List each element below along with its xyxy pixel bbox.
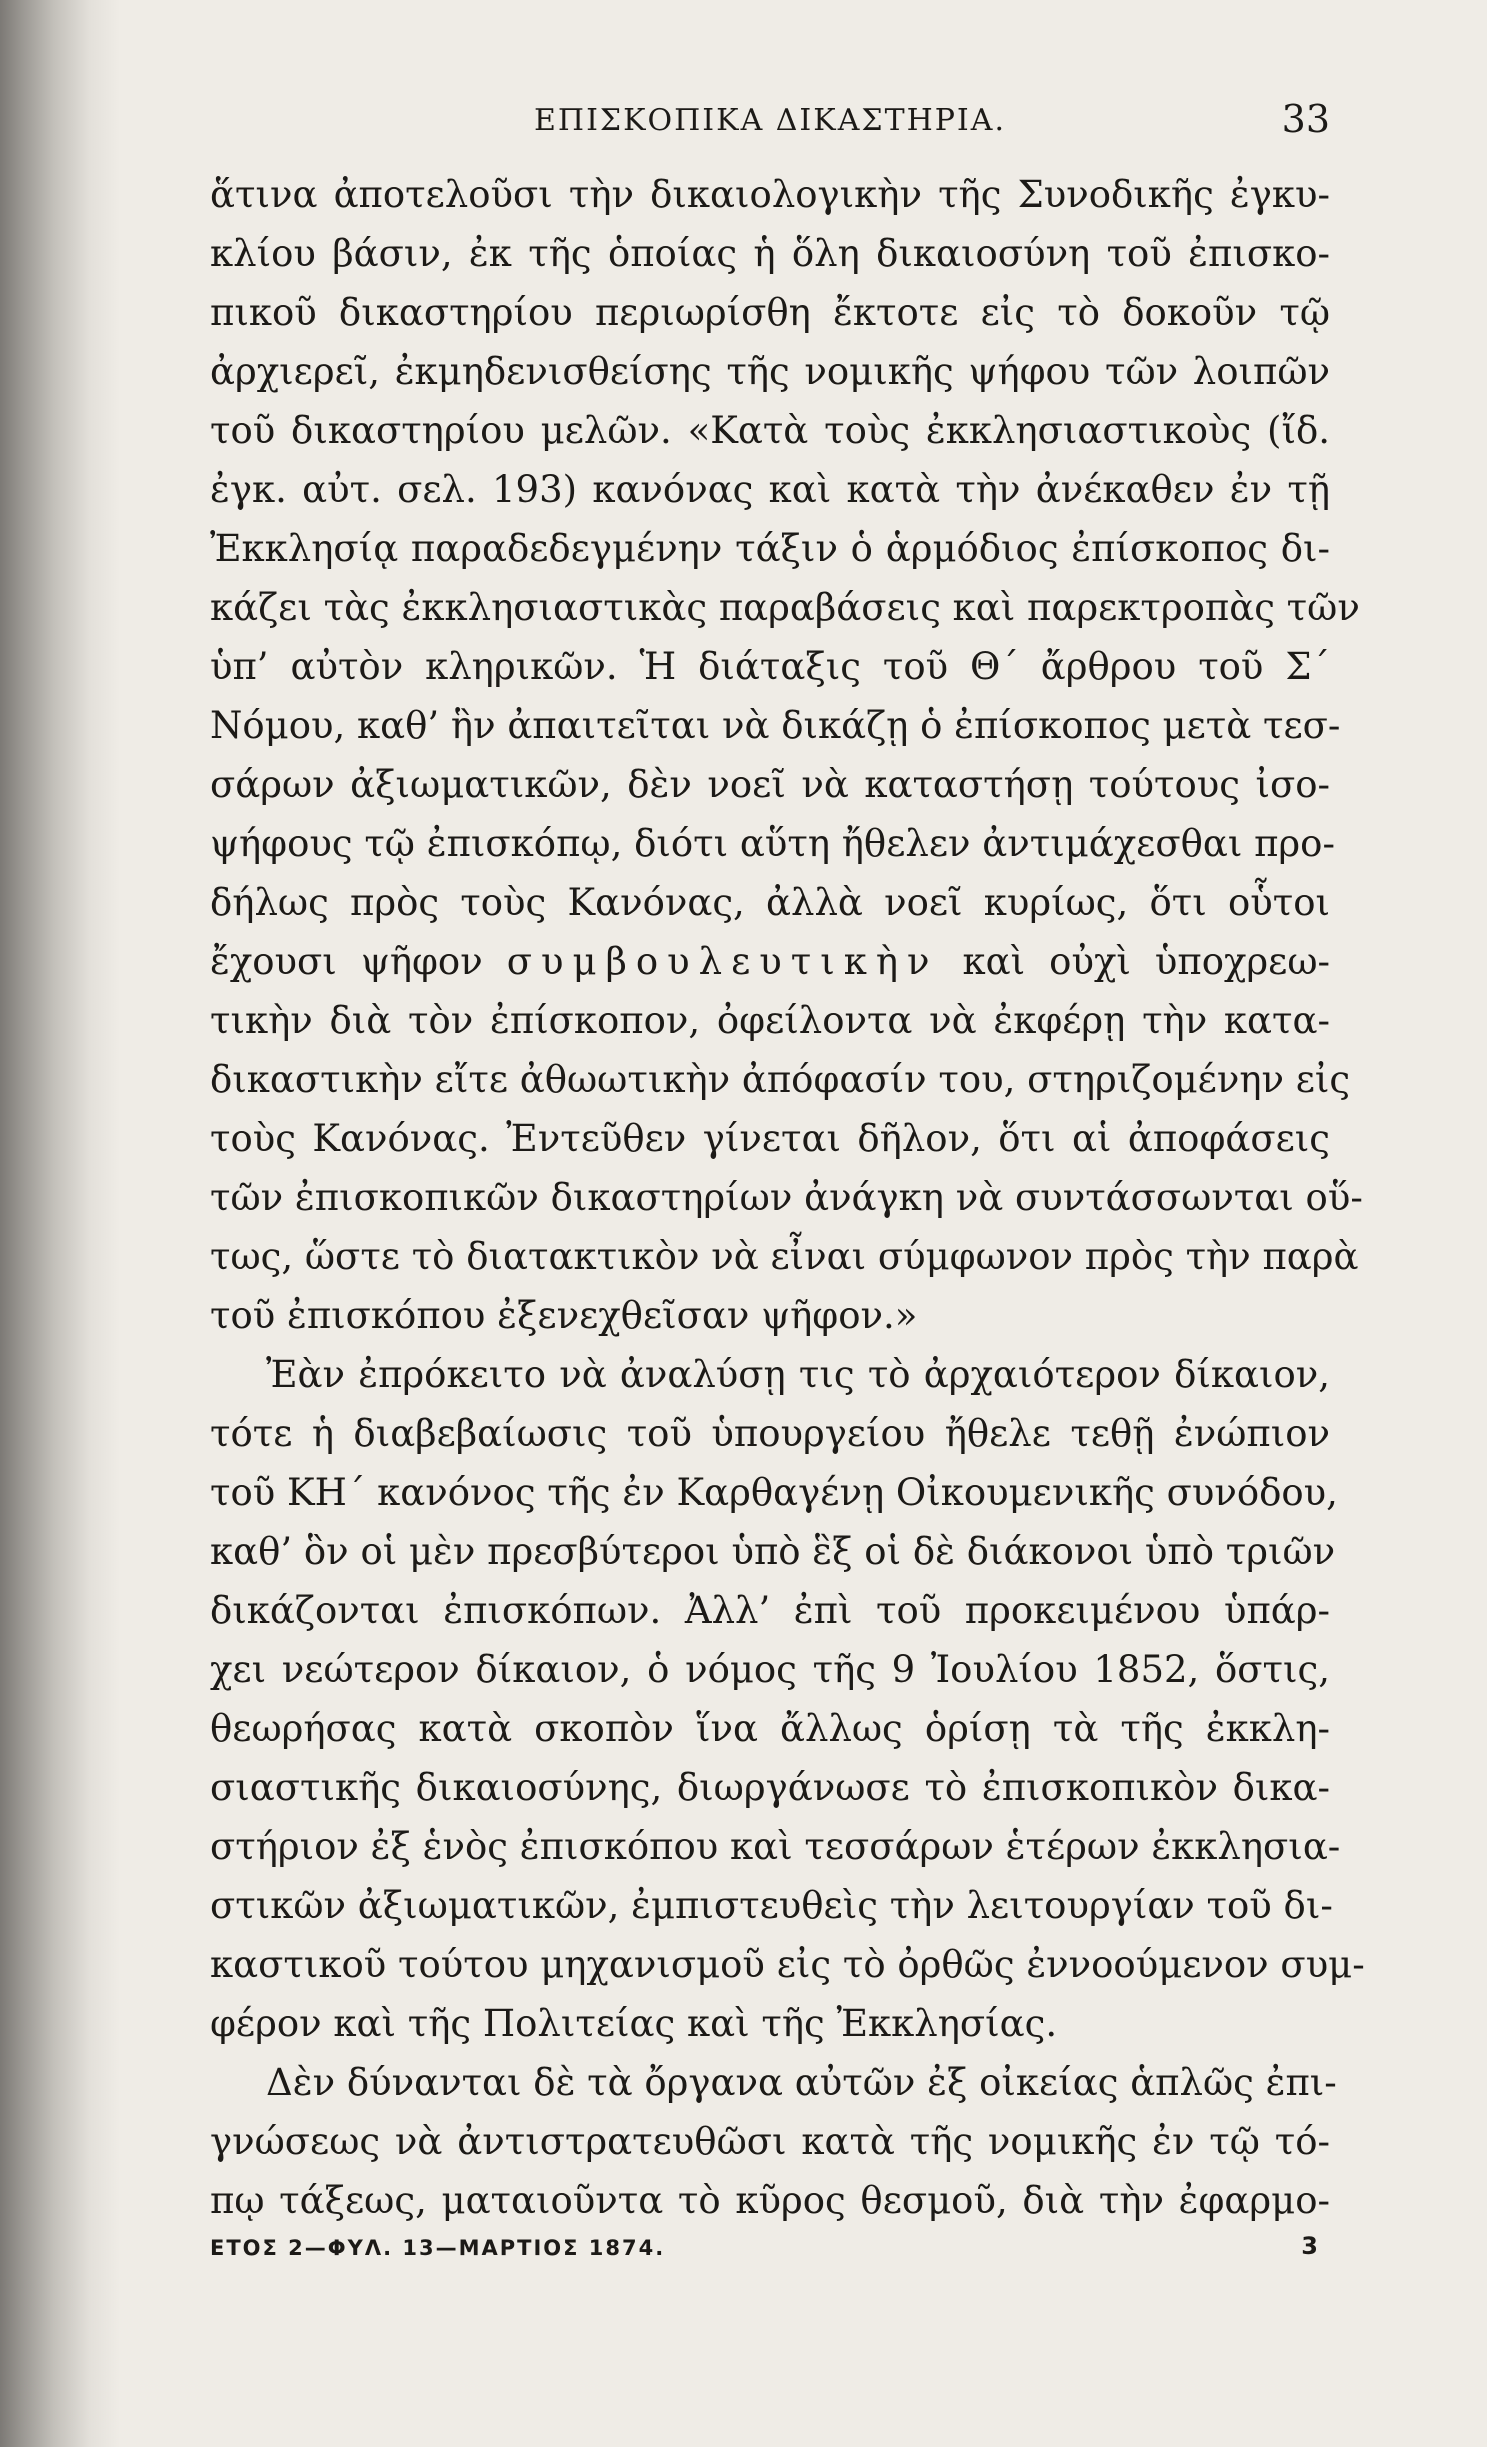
text-line: γνώσεως νὰ ἀντιστρατευθῶσι κατὰ τῆς νομικῆς ἐν τῷ τό- bbox=[210, 2120, 1330, 2163]
text-line: καθ’ ὃν οἱ μὲν πρεσβύτεροι ὑπὸ ἓξ οἱ δὲ διάκονοι ὑπὸ τριῶν bbox=[210, 1530, 1336, 1573]
text-line: τοῦ δικαστηρίου μελῶν. «Κατὰ τοὺς ἐκκλησιαστικοὺς (ἴδ. bbox=[210, 409, 1330, 452]
running-title: ΕΠΙΣΚΟΠΙΚΑ ΔΙΚΑΣΤΗΡΙΑ. bbox=[534, 103, 1006, 138]
text-line: θεωρήσας κατὰ σκοπὸν ἵνα ἄλλως ὁρίσῃ τὰ τῆς ἐκκλη- bbox=[210, 1707, 1330, 1750]
text-line: Νόμου, καθ’ ἣν ἀπαιτεῖται νὰ δικάζῃ ὁ ἐπίσκοπος μετὰ τεσ- bbox=[210, 704, 1341, 747]
text-line: τῶν ἐπισκοπικῶν δικαστηρίων ἀνάγκη νὰ συντάσσωνται οὕ- bbox=[210, 1176, 1363, 1219]
text-line: πῳ τάξεως, ματαιοῦντα τὸ κῦρος θεσμοῦ, διὰ τὴν ἐφαρμο- bbox=[210, 2179, 1330, 2222]
signature-mark: 3 bbox=[1301, 2232, 1320, 2260]
text-line: ἅτινα ἀποτελοῦσι τὴν δικαιολογικὴν τῆς Συνοδικῆς ἐγκυ- bbox=[210, 173, 1330, 216]
text-line: φέρον καὶ τῆς Πολιτείας καὶ τῆς Ἐκκλησίας. bbox=[210, 2002, 1058, 2045]
book-page bbox=[210, 95, 1365, 2272]
text-line-head: ἔχουσι ψῆφον bbox=[210, 940, 483, 983]
text-line: τοὺς Κανόνας. Ἐντεῦθεν γίνεται δῆλον, ὅτι αἱ ἀποφάσεις bbox=[210, 1117, 1330, 1160]
footer-imprint: ΕΤΟΣ 2—ΦΥΛ. 13—ΜΑΡΤΙΟΣ 1874. bbox=[210, 2236, 666, 2260]
text-line: σιαστικῆς δικαιοσύνης, διωργάνωσε τὸ ἐπισκοπικὸν δικα- bbox=[210, 1766, 1330, 1809]
text-line: τικὴν διὰ τὸν ἐπίσκοπον, ὀφείλοντα νὰ ἐκφέρῃ τὴν κατα- bbox=[210, 999, 1330, 1042]
text-line: ψήφους τῷ ἐπισκόπῳ, διότι αὕτη ἤθελεν ἀντιμάχεσθαι προ- bbox=[210, 822, 1335, 865]
text-line-spaced-word bbox=[210, 932, 1330, 991]
text-line: ὑπ’ αὐτὸν κληρικῶν. Ἡ διάταξις τοῦ Θ΄ ἄρθρου τοῦ Σ΄ bbox=[210, 645, 1330, 688]
footer bbox=[210, 2232, 1330, 2272]
paragraph-start: Δὲν δύνανται δὲ τὰ ὄργανα αὐτῶν ἐξ οἰκείας ἁπλῶς ἐπι- bbox=[266, 2061, 1337, 2104]
text-line: στήριον ἐξ ἑνὸς ἐπισκόπου καὶ τεσσάρων ἑτέρων ἐκκλησια- bbox=[210, 1825, 1341, 1868]
text-line: τως, ὥστε τὸ διατακτικὸν νὰ εἶναι σύμφωνον πρὸς τὴν παρὰ bbox=[210, 1235, 1359, 1278]
text-line: σάρων ἀξιωματικῶν, δὲν νοεῖ νὰ καταστήσῃ τούτους ἰσο- bbox=[210, 763, 1330, 806]
text-line: ἐγκ. αὐτ. σελ. 193) κανόνας καὶ κατὰ τὴν ἀνέκαθεν ἐν τῇ bbox=[210, 468, 1330, 511]
emphasized-word: συμβουλευτικὴν bbox=[506, 940, 939, 983]
text-line: χει νεώτερον δίκαιον, ὁ νόμος τῆς 9 Ἰουλίου 1852, ὅστις, bbox=[210, 1648, 1330, 1691]
paragraph-start: Ἐὰν ἐπρόκειτο νὰ ἀναλύσῃ τις τὸ ἀρχαιότερον δίκαιον, bbox=[266, 1353, 1330, 1396]
body-text bbox=[210, 165, 1365, 2230]
text-line: Ἐκκλησίᾳ παραδεδεγμένην τάξιν ὁ ἁρμόδιος ἐπίσκοπος δι- bbox=[210, 527, 1330, 570]
text-line: κάζει τὰς ἐκκλησιαστικὰς παραβάσεις καὶ παρεκτροπὰς τῶν bbox=[210, 586, 1360, 629]
text-line: δικαστικὴν εἴτε ἀθωωτικὴν ἀπόφασίν του, στηριζομένην εἰς bbox=[210, 1058, 1351, 1101]
page-number: 33 bbox=[1281, 97, 1330, 141]
text-line: τότε ἡ διαβεβαίωσις τοῦ ὑπουργείου ἤθελε τεθῇ ἐνώπιον bbox=[210, 1412, 1330, 1455]
text-line: δήλως πρὸς τοὺς Κανόνας, ἀλλὰ νοεῖ κυρίως, ὅτι οὗτοι bbox=[210, 881, 1330, 924]
text-line: καστικοῦ τούτου μηχανισμοῦ εἰς τὸ ὀρθῶς ἐννοούμενον συμ- bbox=[210, 1943, 1365, 1986]
text-line: ἀρχιερεῖ, ἐκμηδενισθείσης τῆς νομικῆς ψήφου τῶν λοιπῶν bbox=[210, 350, 1330, 393]
text-line: πικοῦ δικαστηρίου περιωρίσθη ἔκτοτε εἰς τὸ δοκοῦν τῷ bbox=[210, 291, 1330, 334]
text-line-tail: καὶ οὐχὶ ὑποχρεω- bbox=[962, 940, 1330, 983]
text-line: τοῦ ἐπισκόπου ἐξενεχθεῖσαν ψῆφον.» bbox=[210, 1294, 918, 1337]
text-line: δικάζονται ἐπισκόπων. Ἀλλ’ ἐπὶ τοῦ προκειμένου ὑπάρ- bbox=[210, 1589, 1330, 1632]
text-line: τοῦ ΚΗ΄ κανόνος τῆς ἐν Καρθαγένῃ Οἰκουμενικῆς συνόδου, bbox=[210, 1471, 1338, 1514]
text-line: κλίου βάσιν, ἐκ τῆς ὁποίας ἡ ὅλη δικαιοσύνη τοῦ ἐπισκο- bbox=[210, 232, 1330, 275]
binding-shadow bbox=[0, 0, 120, 2447]
text-line: στικῶν ἀξιωματικῶν, ἐμπιστευθεὶς τὴν λειτουργίαν τοῦ δι- bbox=[210, 1884, 1333, 1927]
running-head bbox=[210, 95, 1330, 155]
